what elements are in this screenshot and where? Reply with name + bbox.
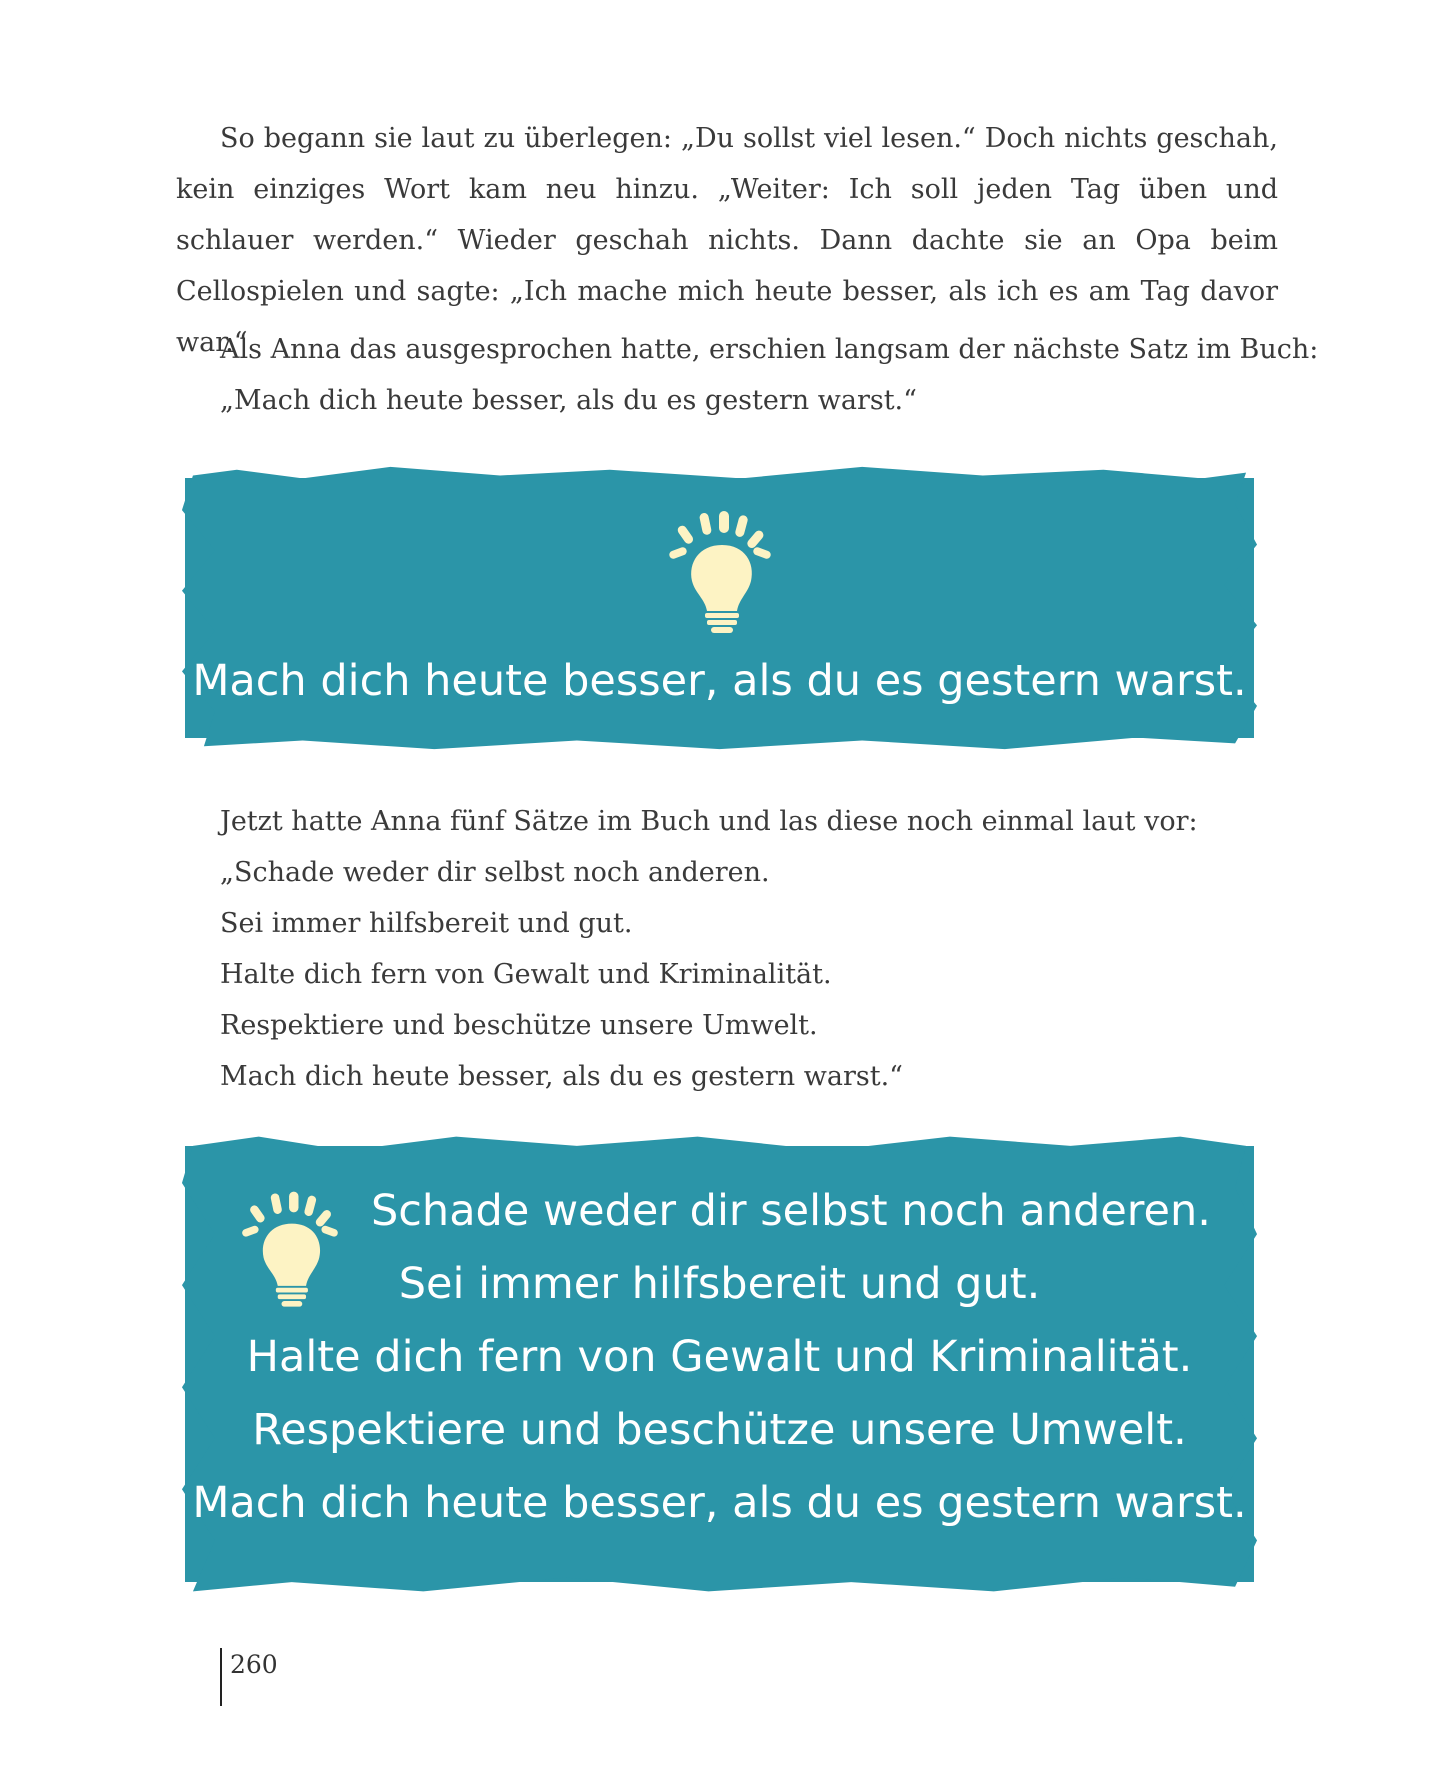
lightbulb-icon [667, 511, 773, 637]
body-paragraph: So begann sie laut zu überlegen: „Du sollst viel lesen.“ Doch nichts geschah, kein einziges Wort kam neu hinzu. „Weiter: Ich soll jeden Tag üben und schlauer werden.“ Wieder geschah nichts. Dann dachte sie an Opa beim Cellospielen und sagte: „Ich mache mich heute besser, als ich es am Tag davor war.“ [176, 123, 1278, 358]
page-number-rule [220, 1648, 222, 1706]
rule-line: Respektiere und beschütze unsere Umwelt. [252, 1405, 1187, 1455]
body-line: „Mach dich heute besser, als du es gestern warst.“ [220, 385, 917, 416]
list-line: Mach dich heute besser, als du es gestern warst.“ [220, 1061, 903, 1092]
page-number: 260 [230, 1650, 278, 1679]
rule-line: Schade weder dir selbst noch anderen. [371, 1186, 1211, 1236]
body-line: Als Anna das ausgesprochen hatte, erschien langsam der nächste Satz im Buch: [220, 334, 1319, 365]
quote-box [185, 478, 1254, 738]
rule-line: Sei immer hilfsbereit und gut. [398, 1259, 1041, 1309]
rule-line: Mach dich heute besser, als du es gestern warst. [192, 1478, 1247, 1528]
list-line: „Schade weder dir selbst noch anderen. [220, 857, 770, 888]
rule-line: Halte dich fern von Gewalt und Kriminalität. [246, 1332, 1193, 1382]
list-line: Halte dich fern von Gewalt und Kriminalität. [220, 959, 832, 990]
rules-box [185, 1146, 1254, 1582]
list-line: Respektiere und beschütze unsere Umwelt. [220, 1010, 818, 1041]
list-intro: Jetzt hatte Anna fünf Sätze im Buch und las diese noch einmal laut vor: [220, 806, 1198, 837]
list-line: Sei immer hilfsbereit und gut. [220, 908, 633, 939]
quote-text: Mach dich heute besser, als du es gestern warst. [192, 656, 1247, 706]
